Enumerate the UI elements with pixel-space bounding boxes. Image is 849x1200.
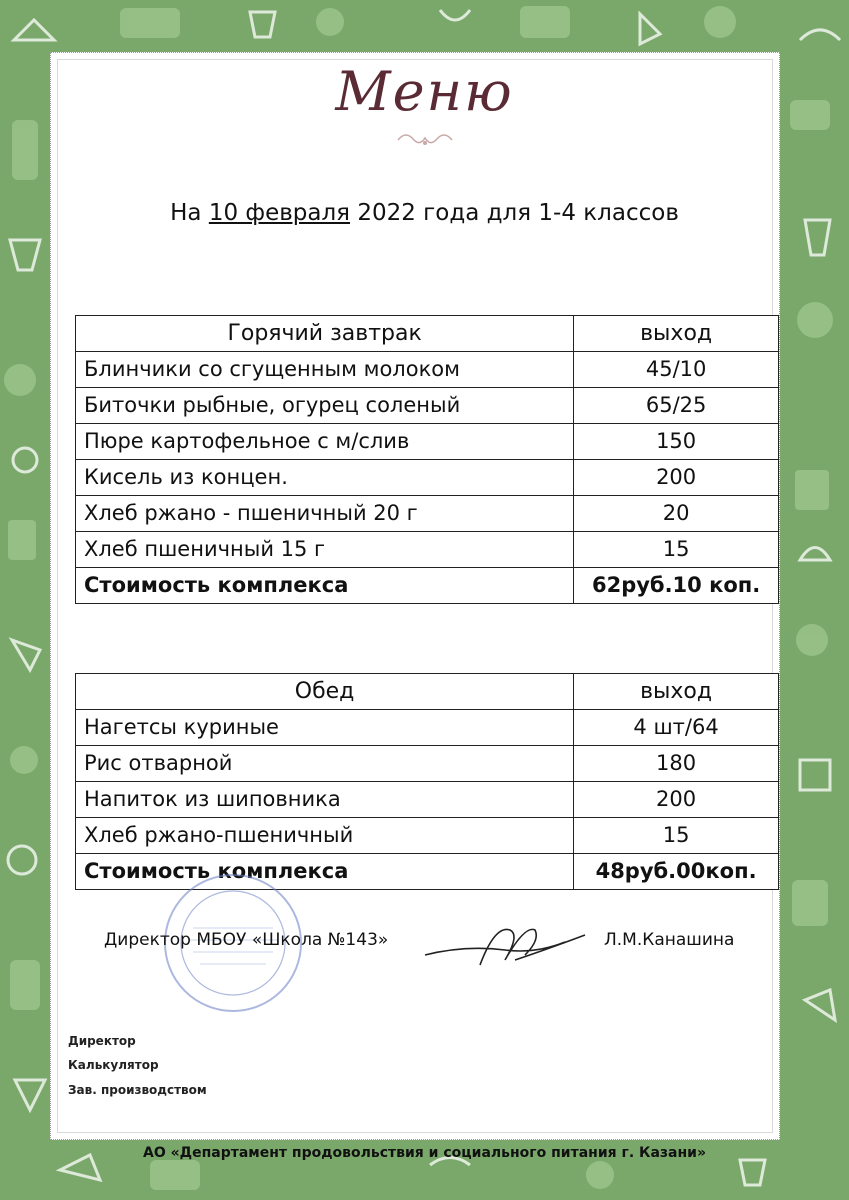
lunch-header-name: Обед xyxy=(76,674,574,710)
table-row xyxy=(76,782,779,818)
breakfast-header-name: Горячий завтрак xyxy=(76,316,574,352)
dish-qty: 4 шт/64 xyxy=(574,710,779,746)
total-value: 48руб.00коп. xyxy=(574,854,779,890)
dish-name: Пюре картофельное с м/слив xyxy=(76,424,574,460)
label-director: Директор xyxy=(68,1034,136,1048)
breakfast-header-qty: выход xyxy=(574,316,779,352)
table-row xyxy=(76,532,779,568)
breakfast-table xyxy=(75,315,779,604)
dish-qty: 65/25 xyxy=(574,388,779,424)
dish-name: Биточки рыбные, огурец соленый xyxy=(76,388,574,424)
dish-name: Хлеб ржано - пшеничный 20 г xyxy=(76,496,574,532)
dish-name: Нагетсы куриные xyxy=(76,710,574,746)
dish-qty: 15 xyxy=(574,532,779,568)
dish-qty: 200 xyxy=(574,460,779,496)
table-row xyxy=(76,710,779,746)
label-production-head: Зав. производством xyxy=(68,1083,207,1097)
dish-qty: 200 xyxy=(574,782,779,818)
subtitle-suffix: 2022 года для 1-4 классов xyxy=(357,200,679,226)
dish-name: Блинчики со сгущенным молоком xyxy=(76,352,574,388)
director-name: Л.М.Канашина xyxy=(604,930,735,950)
lunch-header-qty: выход xyxy=(574,674,779,710)
total-label: Стоимость комплекса xyxy=(76,568,574,604)
table-row xyxy=(76,818,779,854)
table-row xyxy=(76,460,779,496)
table-row xyxy=(76,352,779,388)
director-position: Директор МБОУ «Школа №143» xyxy=(104,930,389,950)
table-row xyxy=(76,424,779,460)
subtitle-prefix: На xyxy=(170,200,202,226)
dish-name: Кисель из концен. xyxy=(76,460,574,496)
total-value: 62руб.10 коп. xyxy=(574,568,779,604)
dish-name: Рис отварной xyxy=(76,746,574,782)
total-label: Стоимость комплекса xyxy=(76,854,574,890)
table-header-row xyxy=(76,674,779,710)
handwritten-signature-icon xyxy=(420,915,600,975)
dish-qty: 150 xyxy=(574,424,779,460)
dish-qty: 45/10 xyxy=(574,352,779,388)
page-title: Меню xyxy=(335,60,514,123)
dish-name: Хлеб пшеничный 15 г xyxy=(76,532,574,568)
total-row xyxy=(76,568,779,604)
lunch-table xyxy=(75,673,779,890)
decorative-flourish-icon xyxy=(394,128,456,150)
table-header-row xyxy=(76,316,779,352)
dish-qty: 20 xyxy=(574,496,779,532)
footer-organization: АО «Департамент продовольствия и социального питания г. Казани» xyxy=(142,1145,707,1161)
table-row xyxy=(76,496,779,532)
table-row xyxy=(76,388,779,424)
dish-name: Напиток из шиповника xyxy=(76,782,574,818)
dish-qty: 180 xyxy=(574,746,779,782)
dish-qty: 15 xyxy=(574,818,779,854)
dish-name: Хлеб ржано-пшеничный xyxy=(76,818,574,854)
menu-subtitle xyxy=(0,200,849,226)
label-calculator: Калькулятор xyxy=(68,1058,159,1072)
table-row xyxy=(76,746,779,782)
subtitle-date: 10 февраля xyxy=(208,200,351,226)
